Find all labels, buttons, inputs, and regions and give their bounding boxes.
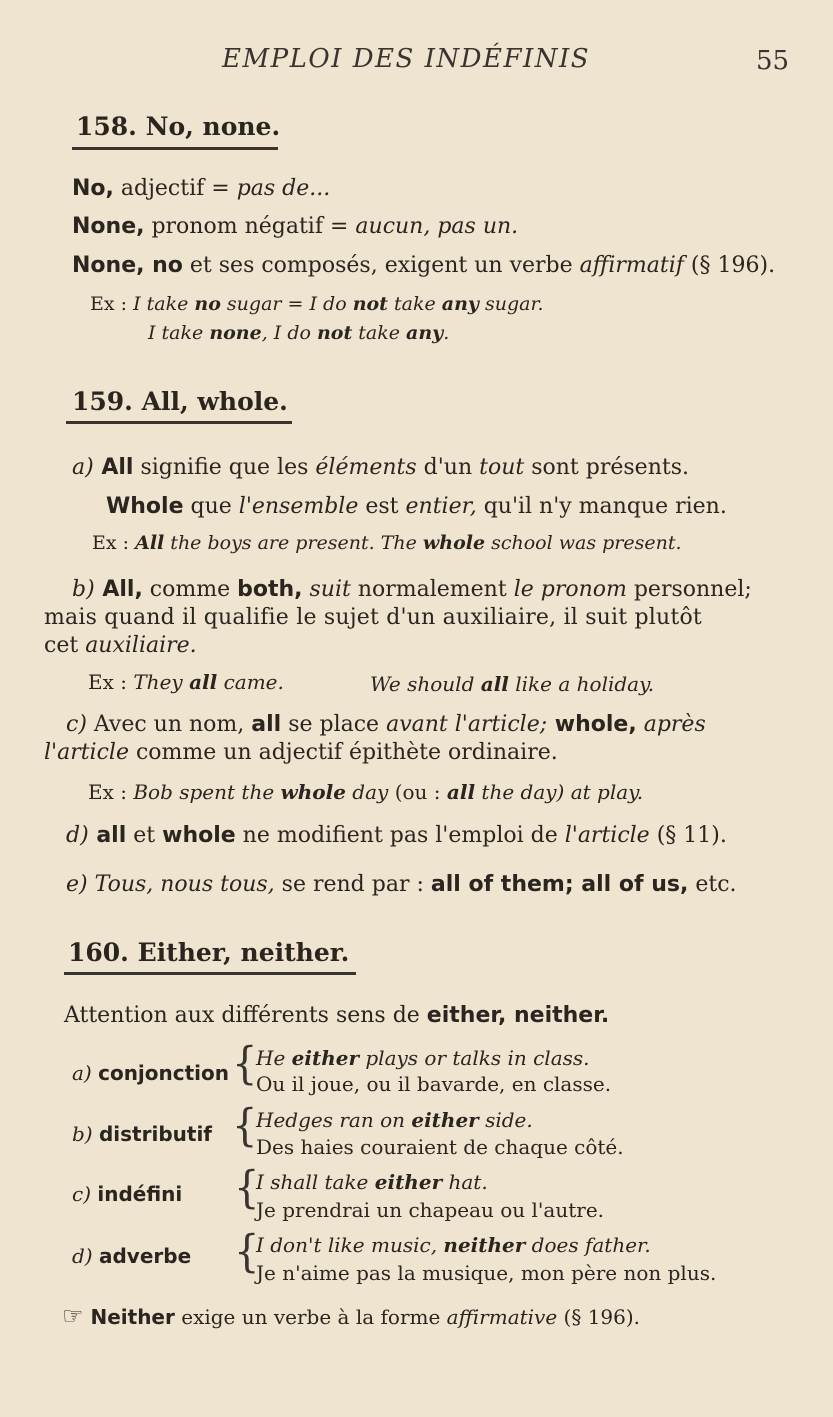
s158-line-no: No, adjectif = pas de... bbox=[72, 176, 331, 201]
section-159-title: 159. All, whole. bbox=[72, 387, 288, 416]
s159-a-line-1: a) All signifie que les éléments d'un tout sont présents. bbox=[72, 455, 689, 480]
s159-a-example: Ex : All the boys are present. The whole school was present. bbox=[92, 532, 682, 554]
s160-row-a-brace: { bbox=[232, 1038, 258, 1090]
s158-example-2: I take none, I do not take any. bbox=[148, 322, 450, 344]
s158-example-1: Ex : I take no sugar = I do not take any sugar. bbox=[90, 293, 544, 315]
s158-line-rule: None, no et ses composés, exigent un verbe affirmatif (§ 196). bbox=[72, 253, 776, 278]
s160-note: ☞ Neither exige un verbe à la forme affirmative (§ 196). bbox=[62, 1302, 641, 1330]
section-160-underline bbox=[64, 972, 356, 975]
s160-row-b-label: b) distributif bbox=[72, 1122, 212, 1146]
s159-c-line-1: c) Avec un nom, all se place avant l'article; whole, après bbox=[66, 712, 706, 737]
s158-line-none: None, pronom négatif = aucun, pas un. bbox=[72, 214, 519, 239]
s160-row-a-french: Ou il joue, ou il bavarde, en classe. bbox=[256, 1072, 612, 1096]
pointing-hand-icon: ☞ bbox=[62, 1302, 84, 1330]
s160-row-c-english: I shall take either hat. bbox=[256, 1170, 488, 1194]
s160-row-a-english: He either plays or talks in class. bbox=[256, 1046, 590, 1070]
s159-b-example-2: We should all like a holiday. bbox=[370, 672, 655, 696]
s160-intro: Attention aux différents sens de either, neither. bbox=[64, 1003, 610, 1028]
s159-b-example: Ex : They all came. bbox=[88, 670, 284, 694]
page-number: 55 bbox=[756, 46, 790, 76]
s159-a-line-2: Whole que l'ensemble est entier, qu'il n'y manque rien. bbox=[106, 494, 727, 519]
section-158-title: 158. No, none. bbox=[76, 112, 281, 141]
s159-d-line: d) all et whole ne modifient pas l'emploi de l'article (§ 11). bbox=[66, 823, 727, 848]
s160-row-d-label: d) adverbe bbox=[72, 1244, 192, 1268]
running-header-title: EMPLOI DES INDÉFINIS bbox=[222, 44, 591, 74]
s159-b-line-2: mais quand il qualifie le sujet d'un auxiliaire, il suit plutôt bbox=[44, 605, 702, 630]
s160-row-c-label: c) indéfini bbox=[72, 1182, 183, 1206]
s160-row-b-english: Hedges ran on either side. bbox=[256, 1108, 533, 1132]
s160-row-c-brace: { bbox=[234, 1162, 260, 1214]
s160-row-a-label: a) conjonction bbox=[72, 1061, 230, 1085]
s160-row-b-french: Des haies couraient de chaque côté. bbox=[256, 1135, 624, 1159]
s160-row-c-french: Je prendrai un chapeau ou l'autre. bbox=[256, 1198, 605, 1222]
s159-c-example: Ex : Bob spent the whole day (ou : all the day) at play. bbox=[88, 780, 644, 804]
s159-b-line-1: b) All, comme both, suit normalement le pronom personnel; bbox=[72, 577, 752, 602]
section-160-title: 160. Either, neither. bbox=[68, 938, 350, 967]
s160-row-d-english: I don't like music, neither does father. bbox=[256, 1233, 651, 1257]
s159-c-line-2: l'article comme un adjectif épithète ordinaire. bbox=[44, 740, 558, 765]
s160-row-d-french: Je n'aime pas la musique, mon père non plus. bbox=[256, 1261, 717, 1285]
s159-b-line-3: cet auxiliaire. bbox=[44, 633, 197, 658]
s160-row-d-brace: { bbox=[234, 1226, 260, 1278]
section-158-underline bbox=[72, 147, 278, 150]
s159-e-line: e) Tous, nous tous, se rend par : all of them; all of us, etc. bbox=[66, 872, 737, 897]
s160-row-b-brace: { bbox=[232, 1100, 258, 1152]
section-159-underline bbox=[66, 421, 292, 424]
